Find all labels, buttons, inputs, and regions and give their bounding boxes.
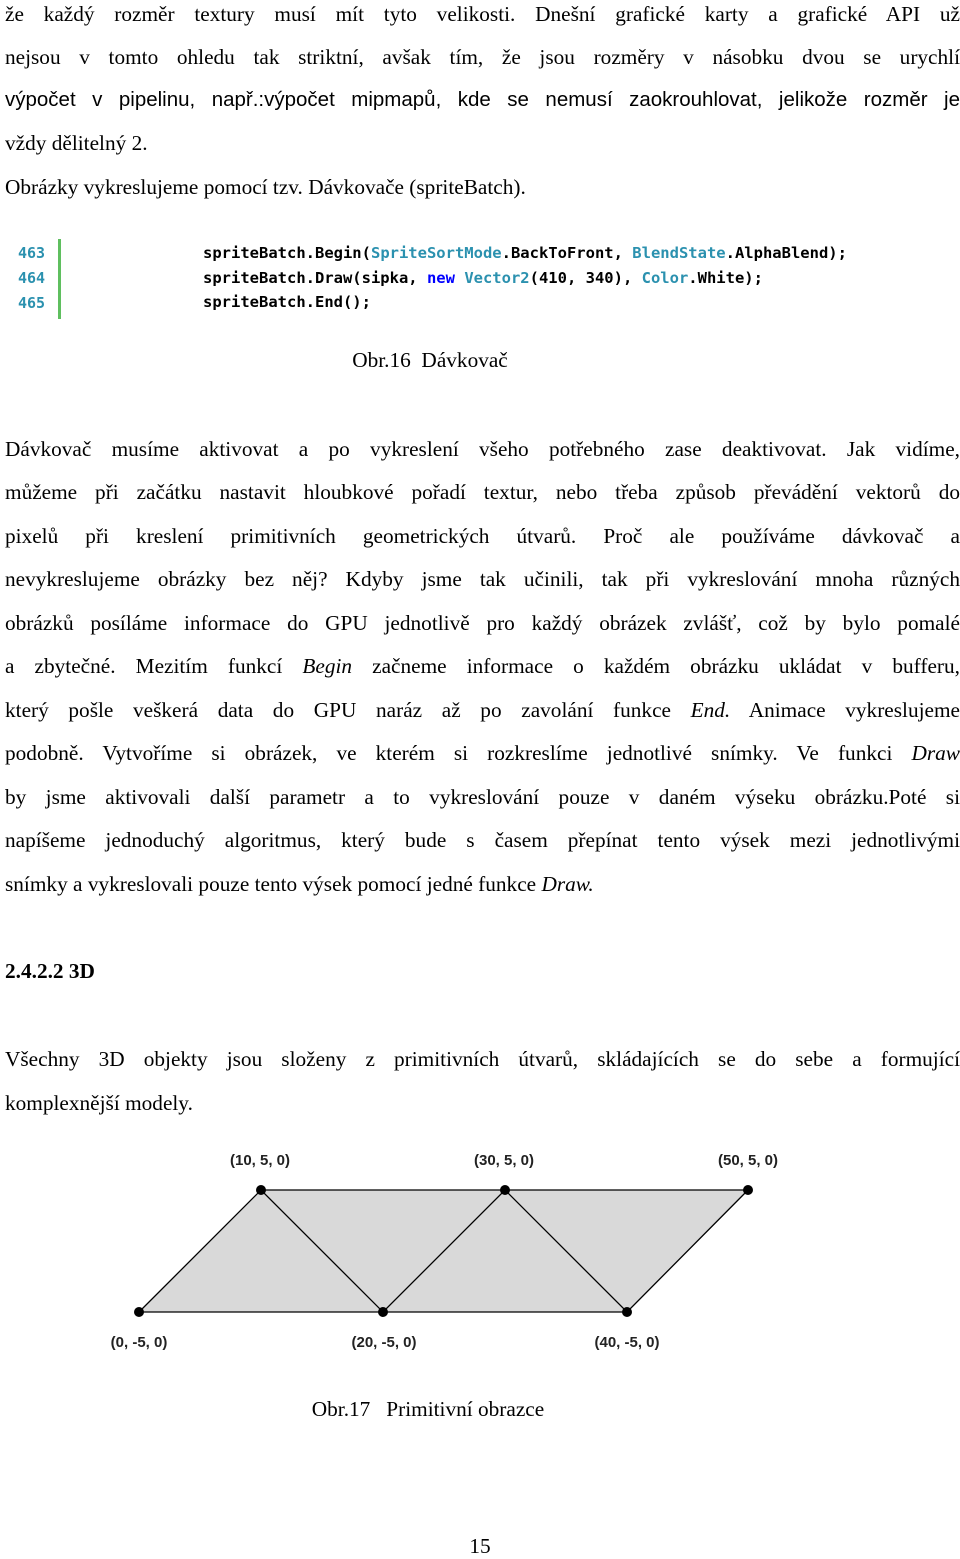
text-line: výpočet v pipelinu, např.:výpočet mipmapů, kde se nemusí zaokrouhlovat, jelikože rozměr je xyxy=(5,88,960,111)
vertex-label: (0, -5, 0) xyxy=(110,1334,168,1351)
page-number: 15 xyxy=(469,1534,491,1558)
vertex xyxy=(378,1307,388,1317)
vertex xyxy=(500,1185,510,1195)
line-number-gutter xyxy=(14,239,61,319)
vertex xyxy=(622,1307,632,1317)
code-snippet xyxy=(0,233,960,323)
text-line: podobně. Vytvoříme si obrázek, ve kterém si rozkreslíme jednotlivé snímky. Ve funkci Draw xyxy=(5,741,960,765)
vertex xyxy=(743,1185,753,1195)
code-line: spriteBatch.Draw(sipka, new Vector2(410, 340), Color.White); xyxy=(203,269,763,287)
vertex-label: (40, -5, 0) xyxy=(594,1334,660,1351)
text-line: napíšeme jednoduchý algoritmus, který bude s časem přepínat tento výsek mezi jednotlivými xyxy=(5,828,960,852)
figure-caption: Obr.16 Dávkovač xyxy=(352,348,508,372)
text-line: komplexnější modely. xyxy=(5,1091,193,1115)
text-line: Obrázky vykreslujeme pomocí tzv. Dávkovače (spriteBatch). xyxy=(5,175,526,199)
text-line: Všechny 3D objekty jsou složeny z primitivních útvarů, skládajících se do sebe a formující xyxy=(5,1047,960,1071)
code-line: spriteBatch.End(); xyxy=(203,293,371,311)
text-line: obrázků posíláme informace do GPU jednotlivě pro každý obrázek zvlášť, což by bylo pomalé xyxy=(5,611,960,635)
text-line: vždy dělitelný 2. xyxy=(5,131,148,155)
line-number: 464 xyxy=(18,269,46,287)
vertex-label: (50, 5, 0) xyxy=(717,1152,779,1169)
code-line: spriteBatch.Begin(SpriteSortMode.BackToFront, BlendState.AlphaBlend); xyxy=(203,244,847,262)
vertex-label: (10, 5, 0) xyxy=(229,1152,291,1169)
vertex xyxy=(256,1185,266,1195)
text-line: Dávkovač musíme aktivovat a po vykreslení všeho potřebného zase deaktivovat. Jak vidíme, xyxy=(5,437,960,461)
vertex-label: (30, 5, 0) xyxy=(473,1152,535,1169)
text-line: můžeme při začátku nastavit hloubkové pořadí textur, nebo třeba způsob převádění vektorů do xyxy=(5,480,960,504)
line-number: 463 xyxy=(18,244,46,262)
vertex xyxy=(134,1307,144,1317)
text-line: snímky a vykreslovali pouze tento výsek pomocí jedné funkce Draw. xyxy=(5,872,594,896)
line-number: 465 xyxy=(18,294,46,312)
vertex-label: (20, -5, 0) xyxy=(351,1334,417,1351)
text-line: by jsme aktivovali další parametr a to vykreslování pouze v daném výseku obrázku.Poté si xyxy=(5,785,960,809)
text-line: který pošle veškerá data do GPU naráz až po zavolání funkce End. Animace vykreslujeme xyxy=(5,698,960,722)
primitives-diagram xyxy=(0,1140,960,1370)
text-line: nevykreslujeme obrázky bez něj? Kdyby jsme tak učinili, tak při vykreslování mnoha různých xyxy=(5,567,960,591)
section-heading: 2.4.2.2 3D xyxy=(5,959,95,983)
text-line: a zbytečné. Mezitím funkcí Begin začneme informace o každém obrázku ukládat v bufferu, xyxy=(5,654,960,678)
text-line: pixelů při kreslení primitivních geometrických útvarů. Proč ale používáme dávkovač a xyxy=(5,524,960,548)
figure-caption: Obr.17 Primitivní obrazce xyxy=(311,1397,545,1421)
text-line: nejsou v tomto ohledu tak striktní, avšak tím, že jsou rozměry v násobku dvou se urychlí xyxy=(5,45,960,69)
text-line: že každý rozměr textury musí mít tyto velikosti. Dnešní grafické karty a grafické API už xyxy=(5,2,960,26)
